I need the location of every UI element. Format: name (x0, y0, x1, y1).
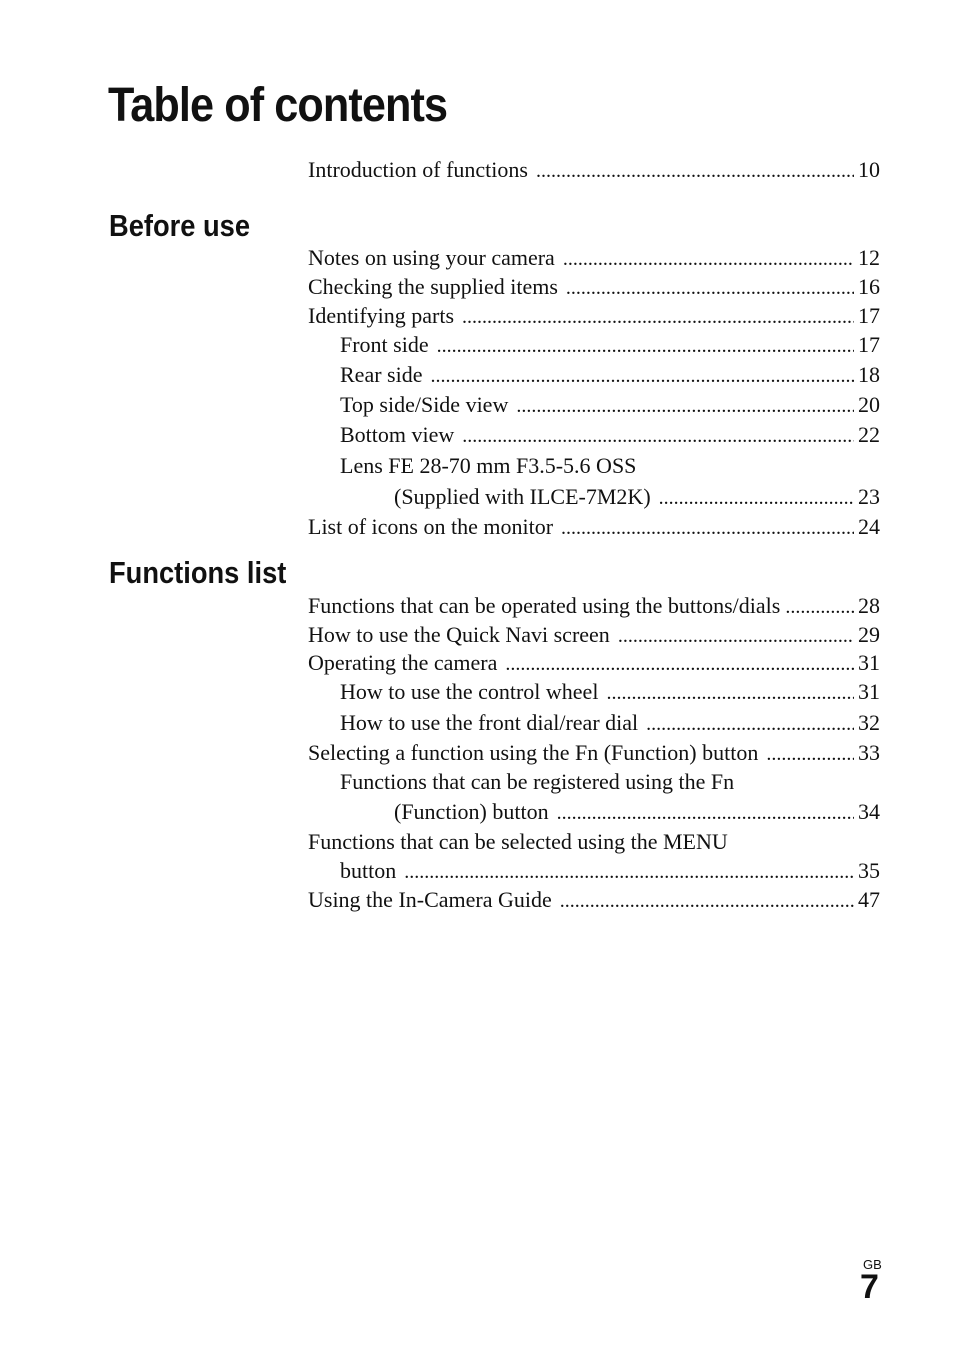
toc-entry[interactable] (340, 361, 880, 389)
toc-page-number: 16 (858, 274, 880, 299)
toc-leader-dots (557, 799, 854, 827)
toc-page-number: 22 (858, 422, 880, 447)
toc-page-number: 47 (858, 887, 880, 912)
toc-entry[interactable] (308, 886, 880, 914)
toc-entry[interactable] (340, 452, 880, 480)
toc-page-number: 34 (858, 799, 880, 824)
toc-entry[interactable] (340, 857, 880, 885)
toc-leader-dots (659, 484, 854, 512)
toc-entry-text: Identifying parts (308, 303, 455, 328)
toc-leader-dots (563, 245, 854, 273)
toc-leader-dots (618, 622, 854, 650)
toc-entry[interactable] (340, 391, 880, 419)
toc-entry-text: Functions that can be operated using the buttons/dials (308, 593, 781, 618)
toc-entry-text: Notes on using your camera (308, 245, 555, 270)
toc-entry-text: Selecting a function using the Fn (Function) button (308, 740, 759, 765)
page-number: 7 (860, 1268, 879, 1306)
toc-entry-text: Introduction of functions (308, 157, 528, 182)
section-heading-functions-list: Functions list (109, 555, 287, 590)
toc-entry-text: Bottom view (340, 422, 455, 447)
toc-page-number: 24 (858, 514, 880, 539)
toc-page-number: 35 (858, 858, 880, 883)
toc-entry-text: How to use the Quick Navi screen (308, 622, 610, 647)
toc-page-number: 29 (858, 622, 880, 647)
toc-entry-text: Using the In-Camera Guide (308, 887, 552, 912)
toc-entry[interactable] (340, 421, 880, 449)
toc-entry[interactable] (340, 331, 880, 359)
toc-leader-dots (404, 858, 854, 886)
toc-entry[interactable] (340, 768, 880, 796)
toc-page-number: 28 (858, 593, 880, 618)
toc-leader-dots (766, 740, 854, 768)
toc-leader-dots (606, 679, 854, 707)
toc-entry[interactable] (308, 513, 880, 541)
toc-entry-intro[interactable] (308, 156, 880, 184)
toc-entry-text: Rear side (340, 362, 423, 387)
toc-entry[interactable] (308, 302, 880, 330)
toc-entry-text: Front side (340, 332, 429, 357)
toc-page-number: 23 (858, 484, 880, 509)
toc-entry[interactable] (308, 649, 880, 677)
toc-entry-text: Lens FE 28-70 mm F3.5-5.6 OSS (340, 453, 637, 478)
toc-entry[interactable] (308, 739, 880, 767)
toc-page-number: 33 (858, 740, 880, 765)
toc-page-number: 32 (858, 710, 880, 735)
toc-page-number: 31 (858, 679, 880, 704)
section-heading-before-use: Before use (109, 208, 251, 243)
toc-leader-dots (505, 650, 854, 678)
toc-leader-dots (566, 274, 854, 302)
toc-page-number: 17 (858, 303, 880, 328)
toc-leader-dots (536, 157, 854, 185)
toc-leader-dots (646, 710, 854, 738)
toc-entry-text: List of icons on the monitor (308, 514, 554, 539)
toc-entry[interactable] (308, 273, 880, 301)
toc-entry-text: Checking the supplied items (308, 274, 558, 299)
toc-entry-text: (Supplied with ILCE-7M2K) (394, 484, 651, 509)
toc-entry-text: Functions that can be selected using the MENU (308, 829, 728, 854)
toc-entry[interactable] (308, 592, 880, 620)
toc-entry[interactable] (394, 798, 880, 826)
toc-leader-dots (462, 422, 854, 450)
toc-page-number: 17 (858, 332, 880, 357)
toc-leader-dots (430, 362, 854, 390)
toc-leader-dots (437, 332, 854, 360)
toc-leader-dots (462, 303, 854, 331)
toc-leader-dots (516, 392, 854, 420)
toc-entry[interactable] (308, 621, 880, 649)
toc-entry-text: How to use the control wheel (340, 679, 599, 704)
toc-entry-text: Functions that can be registered using the Fn (340, 769, 735, 794)
toc-page-number: 31 (858, 650, 880, 675)
toc-entry[interactable] (308, 244, 880, 272)
toc-page-number: 20 (858, 392, 880, 417)
page-title: Table of contents (108, 79, 448, 132)
toc-entry-text: (Function) button (394, 799, 549, 824)
toc-leader-dots (561, 514, 854, 542)
toc-page-number: 10 (858, 157, 880, 182)
toc-page-number: 18 (858, 362, 880, 387)
toc-entry[interactable] (308, 828, 880, 856)
toc-entry-text: button (340, 858, 397, 883)
toc-leader-dots (560, 887, 854, 915)
toc-entry[interactable] (340, 709, 880, 737)
page-language-code: GB (863, 1257, 882, 1272)
toc-page-number: 12 (858, 245, 880, 270)
toc-entry-text: How to use the front dial/rear dial (340, 710, 639, 735)
toc-entry-text: Operating the camera (308, 650, 498, 675)
toc-entry-text: Top side/Side view (340, 392, 509, 417)
toc-leader-dots (785, 593, 854, 621)
toc-entry[interactable] (340, 678, 880, 706)
toc-entry[interactable] (394, 483, 880, 511)
